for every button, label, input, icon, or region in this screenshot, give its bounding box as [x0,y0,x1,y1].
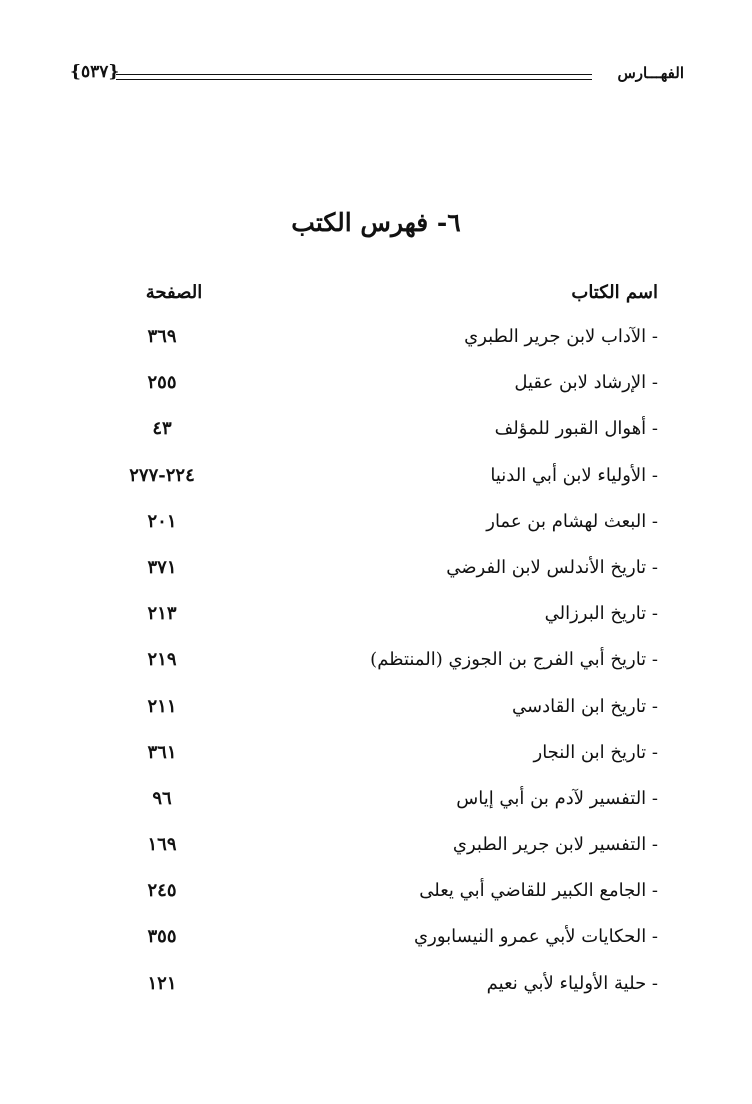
page-number: {٥٣٧} [70,62,120,82]
entry-title: - الأولياء لابن أبي الدنيا [490,464,658,486]
section-title: ٦- فهرس الكتب [291,208,461,237]
entry-page: ٣٧١ [147,556,177,578]
entry-page: ٢١٣ [147,603,177,625]
index-entry [0,643,752,689]
entry-page: ٢٤٥ [147,880,177,902]
running-title: الفهـــارس [617,64,684,82]
index-entry [0,967,752,1013]
entry-page: ٢٠١ [147,510,177,532]
entry-title: - الجامع الكبير للقاضي أبي يعلى [419,880,658,902]
entry-title: - حلية الأولياء لأبي نعيم [486,972,658,994]
header-rule [116,74,592,80]
index-entry [0,320,752,366]
index-entry [0,551,752,597]
entry-title: - تاريخ الأندلس لابن الفرضي [446,556,658,578]
entry-page: ٣٦١ [147,741,177,763]
index-entry [0,828,752,874]
entry-title: - البعث لهشام بن عمار [486,510,658,532]
index-entry [0,366,752,412]
entry-page: ٢٢٤-٢٧٧ [129,464,195,486]
index-list [0,320,752,1013]
index-entry [0,597,752,643]
column-header-book: اسم الكتاب [571,282,658,303]
entry-page: ٩٦ [152,787,172,809]
entry-title: - تاريخ البرزالي [544,603,658,625]
index-entry [0,505,752,551]
column-header-page: الصفحة [145,282,203,303]
index-entry [0,690,752,736]
entry-page: ٢١٩ [147,649,177,671]
entry-title: - الآداب لابن جرير الطبري [464,326,658,347]
entry-page: ٢٥٥ [147,372,177,394]
entry-title: - تاريخ ابن النجار [533,741,658,763]
entry-title: - تاريخ ابن القادسي [512,695,658,717]
index-entry [0,920,752,966]
entry-title: - أهوال القبور للمؤلف [494,418,658,440]
entry-page: ٣٥٥ [147,926,177,948]
entry-page: ٢١١ [147,695,177,717]
entry-page: ٤٣ [152,418,172,440]
index-entry [0,874,752,920]
index-entry [0,736,752,782]
entry-title: - تاريخ أبي الفرج بن الجوزي (المنتظم) [370,649,658,671]
index-entry [0,412,752,458]
running-head [70,62,684,92]
entry-page: ١٦٩ [147,834,177,856]
entry-page: ١٢١ [147,972,177,994]
entry-page: ٣٦٩ [147,326,177,347]
entry-title: - الحكايات لأبي عمرو النيسابوري [414,926,658,948]
entry-title: - التفسير لابن جرير الطبري [452,834,658,856]
index-entry [0,459,752,505]
entry-title: - التفسير لآدم بن أبي إياس [456,787,658,809]
entry-title: - الإرشاد لابن عقيل [514,372,658,394]
index-entry [0,782,752,828]
